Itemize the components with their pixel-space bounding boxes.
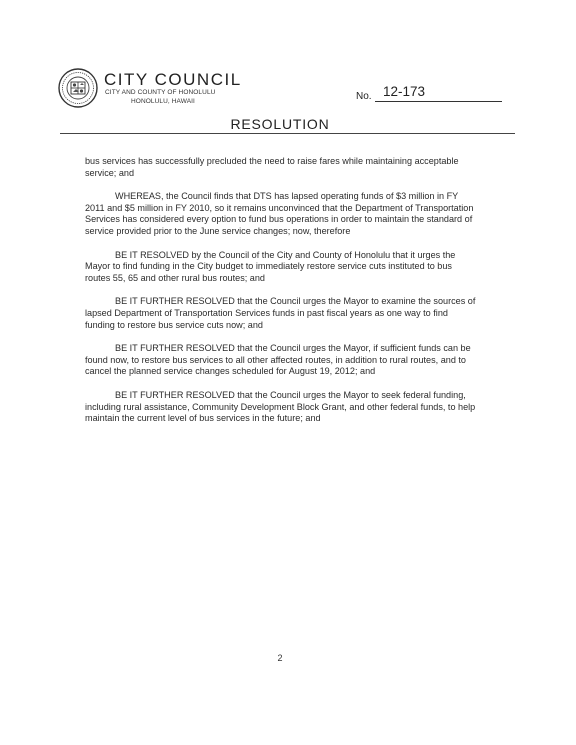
council-subtitle-line2: HONOLULU, HAWAII: [131, 98, 195, 105]
page-number: 2: [277, 653, 283, 663]
resolution-body: [85, 156, 477, 437]
paragraph-continuation: bus services has successfully precluded the need to raise fares while maintaining acceptable service; and: [85, 156, 459, 178]
paragraph-resolved: BE IT RESOLVED by the Council of the City and County of Honolulu that it urges the Mayor to find funding in the City budget to immediately restore service cuts instituted to bus routes 55, 65 and other rural bus routes; and: [85, 249, 456, 283]
city-seal-icon: [58, 68, 98, 108]
council-title: CITY COUNCIL: [104, 70, 242, 89]
document-title: RESOLUTION: [230, 116, 330, 132]
paragraph-further-resolved-lapsed-funds: BE IT FURTHER RESOLVED that the Council urges the Mayor to examine the sources of lapsed Department of Transportation Services funds in past fiscal years as one way to find funding to restore bus service cuts now; and: [85, 296, 476, 330]
header-divider: [60, 133, 515, 134]
number-label: No.: [356, 91, 372, 102]
resolution-number: 12-173: [375, 84, 502, 102]
paragraph-whereas: WHEREAS, the Council finds that DTS has lapsed operating funds of $3 million in FY 2011 and $5 million in FY 2010, so it remains unconvinced that the Department of Transportation Services has considered every option to fund bus operations in order to maintain the standard of service provided prior to the June service changes; now, therefore: [85, 191, 474, 236]
council-subtitle-line1: CITY AND COUNTY OF HONOLULU: [105, 89, 216, 96]
paragraph-further-resolved-restore-routes: BE IT FURTHER RESOLVED that the Council urges the Mayor, if sufficient funds can be found now, to restore bus services to all other affected routes, in addition to rural routes, and to cancel the planned service changes scheduled for August 19, 2012; and: [85, 343, 471, 377]
paragraph-further-resolved-federal-funding: BE IT FURTHER RESOLVED that the Council urges the Mayor to seek federal funding, including rural assistance, Community Development Block Grant, and other federal funds, to help maintain the current level of bus services in the future; and: [85, 389, 476, 424]
